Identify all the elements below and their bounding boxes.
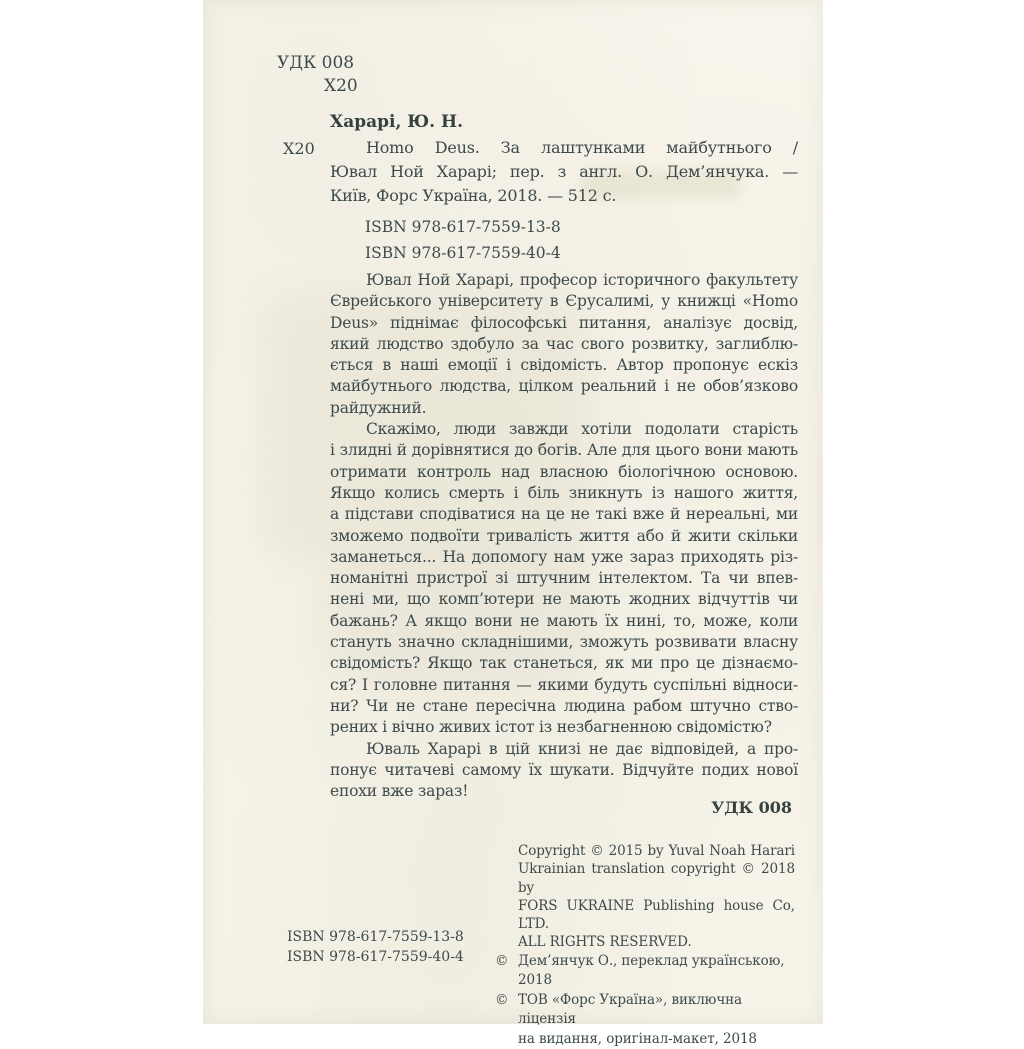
annotation-line: майбутнього людства, цілком реальний і не обов’язково	[330, 377, 798, 396]
annotation-line: ни? Чи не стане пересічна людина рабом штучно ство-	[330, 696, 798, 715]
annotation-line: і злидні й дорівнятися до богів. Але для цього вони мають	[330, 441, 798, 460]
udk-classification	[277, 52, 358, 98]
catalog-line: Київ, Форс Україна, 2018. — 512 с.	[330, 186, 617, 205]
bbk-number: Х20	[324, 76, 358, 96]
annotation-line: Скажімо, люди завжди хотіли подолати старість	[366, 420, 798, 439]
annotation-line: ється в наші емоції і свідомість. Автор пропонує ескіз	[330, 356, 798, 375]
annotation-line: свідомість? Якщо так станеться, як ми про це дізнаємо-	[330, 654, 798, 673]
isbn-number: ISBN 978-617-7559-40-4	[287, 948, 464, 965]
udk-footer: УДК 008	[711, 798, 792, 817]
copyright-block	[495, 842, 795, 1049]
copyright-line: ALL RIGHTS RESERVED.	[518, 934, 692, 951]
copyright-line: FORS UKRAINE Publishing house Co, LTD.	[518, 897, 795, 933]
annotation-line: нені ми, що комп’ютери не мають жодних відчуттів чи	[330, 590, 798, 609]
annotation-line: Юваль Харарі в цій книзі не дає відповідей, а про-	[366, 739, 798, 758]
copyright-item	[495, 952, 795, 991]
annotation-line: райдужний.	[330, 398, 427, 417]
annotation-line: Deus» піднімає філософські питання, аналізує досвід,	[330, 313, 798, 332]
catalog-line: Ювал Ной Харарі; пер. з англ. О. Дем’янчука. —	[330, 162, 798, 181]
author-heading: Харарі, Ю. Н.	[330, 112, 463, 132]
udk-number: УДК 008	[277, 53, 355, 73]
copyright-line: Ukrainian translation copyright © 2018 by	[518, 861, 795, 896]
annotation-line: отримати контроль над власною біологічною основою.	[330, 462, 798, 481]
catalog-line: Homo Deus. За лаштунками майбутнього /	[366, 138, 798, 157]
annotation-line: стануть значно складнішими, зможуть розвивати власну	[330, 633, 798, 652]
isbn-number: ISBN 978-617-7559-13-8	[287, 929, 464, 945]
annotation-line: номанітні пристрої зі штучним інтелектом. Та чи впев-	[330, 569, 798, 588]
annotation-line: зможемо подвоїти тривалість життя або й жити скільки	[330, 526, 798, 545]
copyright-holder-continuation: на видання, оригінал-макет, 2018	[518, 1030, 757, 1047]
annotation-line: понує читачеві самому їх шукати. Відчуйте подих нової	[330, 760, 798, 779]
annotation-line: Ювал Ной Харарі, професор історичного факультету	[366, 271, 798, 289]
copyright-holder: Дем’янчук О., переклад українською, 2018	[518, 952, 785, 989]
annotation-line: заманеться... На допомогу нам уже зараз приходять різ-	[330, 547, 798, 566]
catalog-entry	[330, 136, 798, 208]
copyright-holder: ТОВ «Форс Україна», виключна ліцензія	[518, 991, 742, 1028]
annotation-line: а підстави сподіватися на це не такі вже й нереальні, ми	[330, 505, 798, 524]
scanned-imprint-page	[203, 0, 823, 1047]
catalog-label: Х20	[283, 139, 315, 158]
annotation-line: ся? І головне питання — якими будуть суспільні відноси-	[330, 675, 798, 694]
annotation-line: епохи вже зараз!	[330, 782, 469, 801]
isbn-number: ISBN 978-617-7559-40-4	[365, 244, 561, 262]
annotation-line: Єврейського університету в Єрусалимі, у книжці «Homo	[330, 292, 798, 311]
annotation-text	[330, 270, 798, 802]
annotation-line: рених і вічно живих істот із незбагненною свідомістю?	[330, 718, 772, 737]
isbn-list-top	[365, 214, 561, 266]
annotation-line: Якщо колись смерть і біль зникнуть із нашого життя,	[330, 483, 798, 502]
isbn-number: ISBN 978-617-7559-13-8	[365, 218, 561, 236]
isbn-list-bottom	[287, 928, 464, 967]
annotation-line: який людство здобуло за час свого розвитку, заглиблю-	[330, 334, 798, 353]
copyright-line: Copyright © 2015 by Yuval Noah Harari	[518, 843, 795, 859]
copyright-symbol: ©	[495, 952, 509, 969]
copyright-symbol: ©	[495, 991, 509, 1008]
annotation-line: бажань? А якщо вони не мають їх нині, то, може, коли	[330, 611, 798, 630]
